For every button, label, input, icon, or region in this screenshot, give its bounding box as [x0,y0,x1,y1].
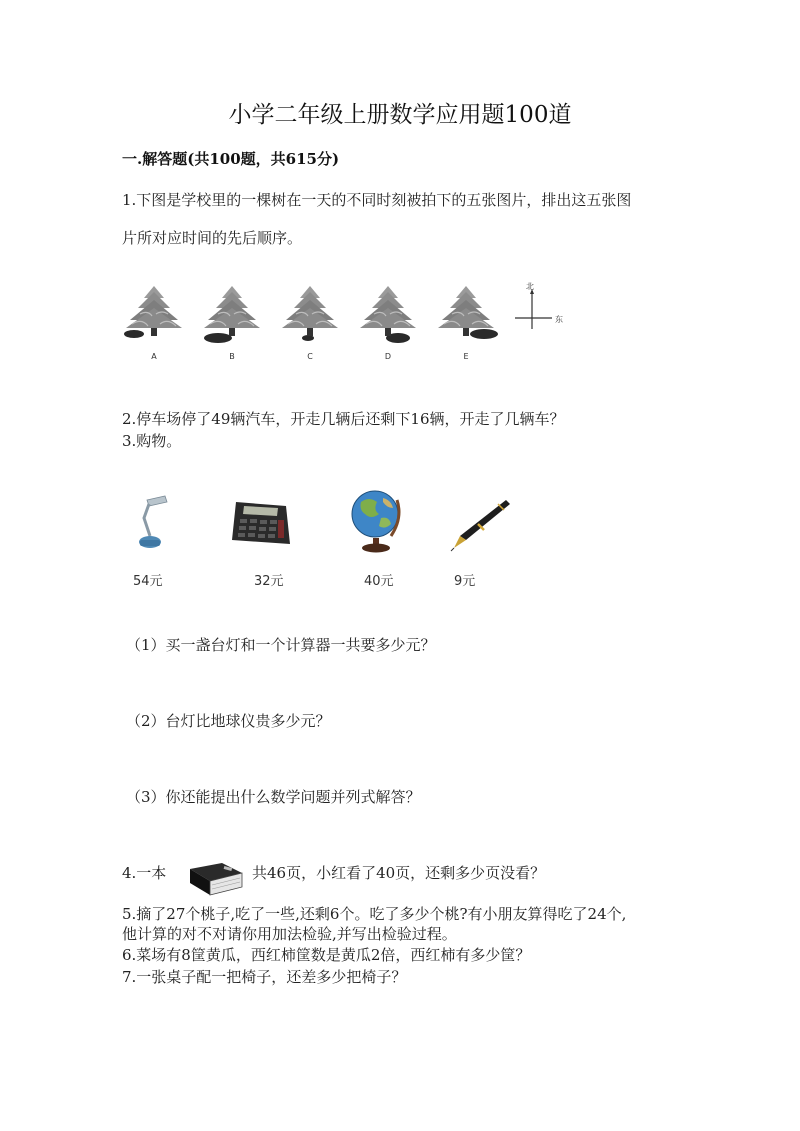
calculator-price: 32元 [254,574,284,589]
tree-icon [434,284,498,346]
question-7: 7.一张桌子配一把椅子，还差多少把椅子？ [122,968,407,986]
question-3-sub-3: （3）你还能提出什么数学问题并列式解答？ [126,788,421,806]
compass-icon [512,283,562,333]
page-title: 小学二年级上册数学应用题100道 [228,102,572,128]
calculator-icon [230,500,292,548]
tree-label: C [307,352,313,361]
desk-lamp-icon [133,496,173,552]
question-4-prefix: 4.一本 [122,864,167,882]
question-3-title: 3.购物。 [122,432,182,450]
tree-label: E [463,352,469,361]
tree-icon [278,284,342,346]
globe-price: 40元 [364,574,394,589]
globe-icon [347,488,407,554]
pen-price: 9元 [454,574,476,589]
book-icon [186,859,244,899]
question-4-suffix: 共46页，小红看了40页，还剩多少页没看？ [252,864,546,882]
question-1-line-2: 片所对应时间的先后顺序。 [122,229,303,247]
tree-icon [356,284,420,346]
question-5-line-2: 他计算的对不对请你用加法检验,并写出检验过程。 [122,925,457,943]
question-3-sub-1: （1）买一盏台灯和一个计算器一共要多少元？ [126,636,436,654]
pen-icon [448,498,512,552]
compass-east-label: 东 [555,315,563,324]
tree-icon [200,284,264,346]
lamp-price: 54元 [133,574,163,589]
question-5-line-1: 5.摘了27个桃子,吃了一些,还剩6个。吃了多少个桃?有小朋友算得吃了24个, [122,905,627,923]
compass-north-label: 北 [526,282,534,291]
question-1-line-1: 1.下图是学校里的一棵树在一天的不同时刻被拍下的五张图片，排出这五张图 [122,191,632,209]
tree-label: B [229,352,235,361]
question-6: 6.菜场有8筐黄瓜，西红柿筐数是黄瓜2倍，西红柿有多少筐？ [122,946,531,964]
tree-label: A [151,352,157,361]
section-heading: 一.解答题(共100题，共615分) [122,150,340,168]
tree-label: D [384,352,392,361]
question-2: 2.停车场停了49辆汽车，开走几辆后还剩下16辆，开走了几辆车？ [122,410,565,428]
question-3-sub-2: （2）台灯比地球仪贵多少元？ [126,712,331,730]
tree-icon [122,284,186,346]
